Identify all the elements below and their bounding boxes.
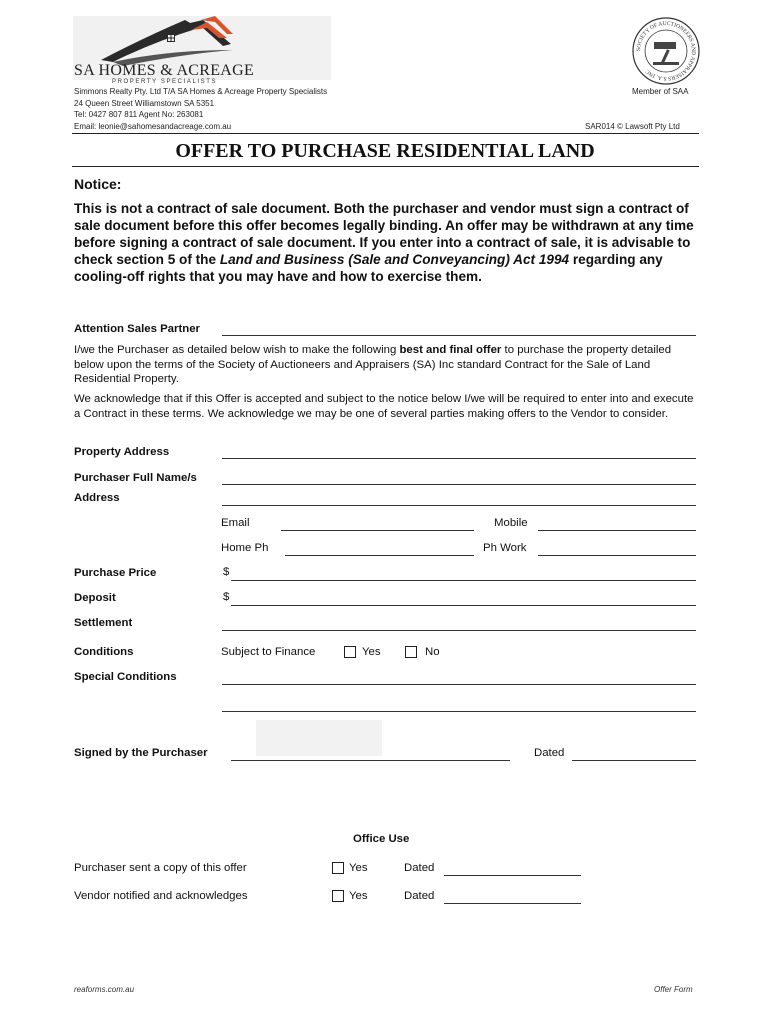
finance-yes-label: Yes <box>362 646 381 658</box>
signature-field[interactable] <box>231 760 510 761</box>
address-label: Address <box>74 492 120 504</box>
email-field[interactable] <box>281 530 474 531</box>
notice-text: This is not a contract of sale document. Both the purchaser and vendor must sign a contract of sale document before this offer becomes legally binding. An offer may be withdrawn at any time before signing a contract of sale document. If you enter into a contract of sale, it is advisable to check section 5 of the Land and Business (Sale and Conveyancing) Act 1994 regarding any cooling-off rights that you may have and how to exercise them. <box>74 201 694 284</box>
conditions-label: Conditions <box>74 646 134 658</box>
address-line: 24 Queen Street Williamstown SA 5351 <box>74 99 215 108</box>
purchase-price-field[interactable] <box>231 580 696 581</box>
notice-heading: Notice: <box>74 176 122 192</box>
work-phone-label: Ph Work <box>483 542 527 554</box>
email-line: Email: leonie@sahomesandacreage.com.au <box>74 122 232 131</box>
special-conditions-label: Special Conditions <box>74 671 177 683</box>
office-row1-dated-label: Dated <box>404 862 435 874</box>
address-field[interactable] <box>222 505 696 506</box>
footer-right: Offer Form <box>654 985 693 994</box>
brand-name: SA HOMES & ACREAGE <box>74 62 255 79</box>
signed-dated-label: Dated <box>534 747 565 759</box>
title-divider <box>72 166 699 167</box>
signature-area[interactable] <box>256 720 382 756</box>
property-address-label: Property Address <box>74 446 170 458</box>
phone-line: Tel: 0427 807 811 Agent No: 263081 <box>74 110 204 119</box>
act-name: Land and Business (Sale and Conveyancing) Act 1994 <box>219 252 570 267</box>
saa-seal-icon <box>631 16 701 86</box>
settlement-label: Settlement <box>74 617 133 629</box>
form-code: SAR014 © Lawsoft Pty Ltd <box>585 122 680 131</box>
finance-label: Subject to Finance <box>221 646 316 658</box>
office-row2-yes-checkbox[interactable] <box>332 890 344 902</box>
page-title: OFFER TO PURCHASE RESIDENTIAL LAND <box>175 140 595 162</box>
finance-no-label: No <box>425 646 440 658</box>
purchase-price-label: Purchase Price <box>74 567 157 579</box>
signed-dated-field[interactable] <box>572 760 696 761</box>
office-row2-dated-label: Dated <box>404 890 435 902</box>
special-conditions-field-1[interactable] <box>222 684 696 685</box>
deposit-currency: $ <box>223 591 230 603</box>
work-phone-field[interactable] <box>538 555 696 556</box>
office-row2-label: Vendor notified and acknowledges <box>74 890 248 902</box>
purchaser-names-field[interactable] <box>222 484 696 485</box>
agency-line: Simmons Realty Pty. Ltd T/A SA Homes & Acreage Property Specialists <box>74 87 328 96</box>
acknowledge-paragraph: We acknowledge that if this Offer is accepted and subject to the notice below I/we will be required to enter into and execute a Contract in these terms. We acknowledge we may be one of several parties making offers to the Vendor to consider. <box>74 393 694 420</box>
settlement-field[interactable] <box>222 630 696 631</box>
special-conditions-field-2[interactable] <box>222 711 696 712</box>
home-phone-label: Home Ph <box>221 542 269 554</box>
footer-left: reaforms.com.au <box>74 985 135 994</box>
office-row1-dated-field[interactable] <box>444 875 581 876</box>
mobile-field[interactable] <box>538 530 696 531</box>
finance-yes-checkbox[interactable] <box>344 646 356 658</box>
intro-paragraph: I/we the Purchaser as detailed below wish to make the following best and final offer to purchase the property detailed below upon the terms of the Society of Auctioneers and Appraisers (SA) Inc standard Contract for the Sale of Land Residential Property. <box>74 344 672 385</box>
office-use-heading: Office Use <box>353 833 410 845</box>
purchaser-names-label: Purchaser Full Name/s <box>74 472 197 484</box>
mobile-label: Mobile <box>494 517 528 529</box>
office-row1-yes-checkbox[interactable] <box>332 862 344 874</box>
brand-tagline: PROPERTY SPECIALISTS <box>112 79 218 85</box>
property-address-field[interactable] <box>222 458 696 459</box>
office-row2-dated-field[interactable] <box>444 903 581 904</box>
email-label: Email <box>221 517 250 529</box>
office-row1-label: Purchaser sent a copy of this offer <box>74 862 247 874</box>
deposit-label: Deposit <box>74 592 116 604</box>
member-text: Member of SAA <box>632 87 689 96</box>
signed-by-label: Signed by the Purchaser <box>74 747 208 759</box>
attention-field[interactable] <box>222 335 696 336</box>
header-divider <box>72 133 699 134</box>
finance-no-checkbox[interactable] <box>405 646 417 658</box>
purchase-price-currency: $ <box>223 566 230 578</box>
office-row1-yes-label: Yes <box>349 862 368 874</box>
attention-label: Attention Sales Partner <box>74 323 200 335</box>
deposit-field[interactable] <box>231 605 696 606</box>
office-row2-yes-label: Yes <box>349 890 368 902</box>
svg-text:SOCIETY OF AUCTIONEERS AND APP: SOCIETY OF AUCTIONEERS AND APPRAISERS S.A. INC <box>635 20 697 82</box>
home-phone-field[interactable] <box>285 555 474 556</box>
